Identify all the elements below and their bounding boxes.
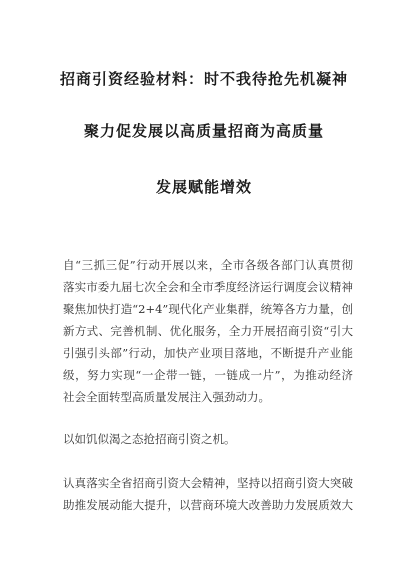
paragraph-1-line-6: 级，努力实现“一企带一链，一链成一片”，为推动经济 <box>63 368 353 382</box>
paragraph-1-line-5: 引强引头部”行动，加快产业项目落地，不断提升产业能 <box>63 346 353 360</box>
paragraph-3-line-1: 认真落实全省招商引资大会精神，坚持以招商引资大突破 <box>63 476 353 490</box>
paragraph-1-line-1: 自“三抓三促”行动开展以来，全市各级各部门认真贯彻 <box>63 258 353 272</box>
document-title-line-3: 发展赋能增效 <box>155 178 252 196</box>
paragraph-3-line-2: 助推发展动能大提升，以营商环境大改善助力发展质效大 <box>63 498 353 512</box>
paragraph-1-line-3: 聚焦加快打造“2+4”现代化产业集群，统筹各方力量，创 <box>63 302 353 316</box>
paragraph-1-line-7: 社会全面转型高质量发展注入强劲动力。 <box>63 390 270 404</box>
document-title-line-1: 招商引资经验材料：时不我待抢先机凝神 <box>59 70 348 88</box>
document-title-line-2: 聚力促发展以高质量招商为高质量 <box>83 122 324 140</box>
paragraph-1-line-2: 落实市委九届七次全会和全市季度经济运行调度会议精神 <box>63 280 353 294</box>
paragraph-1-line-4: 新方式、完善机制、优化服务，全力开展招商引资“引大 <box>63 324 353 338</box>
paragraph-2-line-1: 以如饥似渴之态抢招商引资之机。 <box>63 432 236 446</box>
